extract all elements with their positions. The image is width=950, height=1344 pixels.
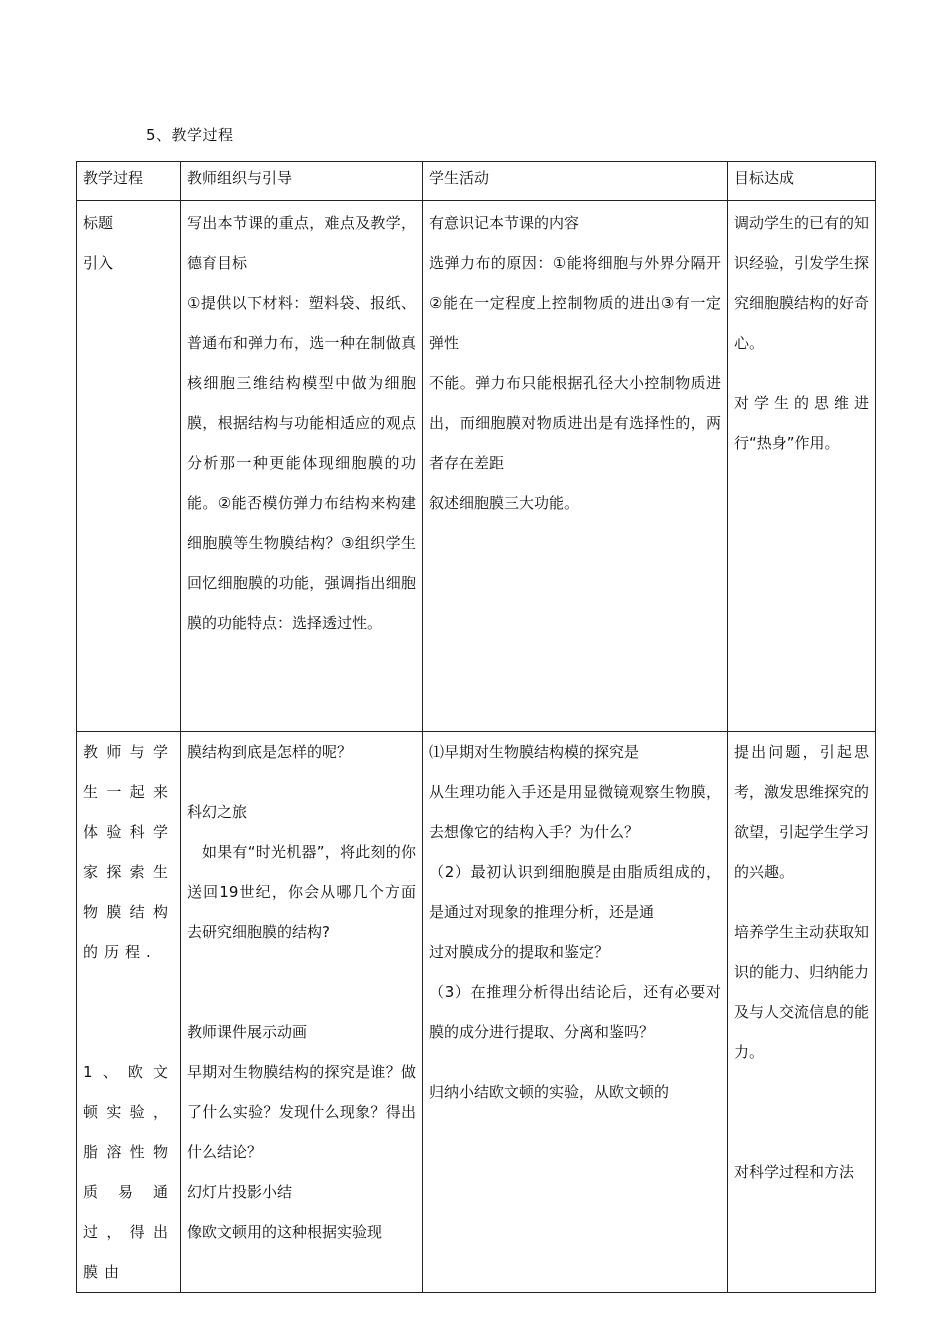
row2-goal-cell	[728, 732, 876, 1293]
row2-student-para: （3）在推理分析得出结论后，还有必要对膜的成分进行提取、分离和鉴吗？	[429, 983, 721, 1041]
header-teacher: 教师组织与引导	[181, 162, 423, 201]
row2-student-para: （2）最初认识到细胞膜是由脂质组成的，是通过对现象的推理分析，还是通	[429, 863, 721, 921]
table-header-row	[77, 162, 876, 201]
header-goal: 目标达成	[728, 162, 876, 201]
section-heading: 5、教学过程	[146, 126, 234, 144]
row2-teacher-para: 教师课件展示动画	[187, 1023, 308, 1041]
row2-teacher-para: 如果有“时光机器”，将此刻的你送回19世纪，你会从哪几个方面去研究细胞膜的结构?	[187, 843, 416, 941]
row2-teacher-para: 幻灯片投影小结	[187, 1183, 293, 1201]
teaching-process-table	[76, 161, 876, 1293]
row1-process-line: 引入	[83, 254, 114, 272]
row1-goal-cell	[728, 201, 876, 732]
row2-goal-para: 培养学生主动获取知识的能力、归纳能力及与人交流信息的能力。	[734, 923, 870, 1061]
row1-goal-para: 对学生的思维进行“热身”作用。	[734, 394, 869, 452]
row2-student-para: 从生理功能入手还是用显微镜观察生物膜，去想像它的结构入手？为什么？	[429, 783, 721, 841]
row1-process-cell	[77, 201, 181, 732]
row2-student-para: 归纳小结欧文顿的实验，从欧文顿的	[429, 1083, 670, 1101]
row2-goal-para: 对科学过程和方法	[734, 1163, 855, 1181]
row2-teacher-para: 膜结构到底是怎样的呢？	[187, 743, 353, 761]
row2-process-para: 教师与学生一起来体验科学家探索生物膜结构的历程.	[83, 743, 174, 961]
row2-teacher-cell	[181, 732, 423, 1293]
row1-teacher-cell	[181, 201, 423, 732]
table-row	[77, 201, 876, 732]
row1-student-para: 有意识记本节课的内容	[429, 214, 580, 232]
row1-student-cell	[423, 201, 728, 732]
row2-process-cell	[77, 732, 181, 1293]
row1-goal-para: 调动学生的已有的知识经验，引发学生探究细胞膜结构的好奇心。	[734, 214, 870, 352]
row2-teacher-para: 像欧文顿用的这种根据实验现	[187, 1223, 383, 1241]
table-row	[77, 732, 876, 1293]
row2-teacher-para: 科幻之旅	[187, 803, 248, 821]
row1-teacher-para: ①提供以下材料：塑料袋、报纸、普通布和弹力布，选一种在制做真核细胞三维结构模型中做为细胞膜，根据结构与功能相适应的观点分析那一种更能体现细胞膜的功能。②能否模仿弹力布结构来构建细胞膜等生物膜结构？③组织学生回忆细胞膜的功能，强调指出细胞膜的功能特点：选择透过性。	[187, 294, 416, 632]
row1-student-para: 选弹力布的原因：①能将细胞与外界分隔开②能在一定程度上控制物质的进出③有一定弹性	[429, 254, 721, 352]
header-student: 学生活动	[423, 162, 728, 201]
row1-student-para: 不能。弹力布只能根据孔径大小控制物质进出，而细胞膜对物质进出是有选择性的，两者存在差距	[429, 374, 721, 472]
row2-student-cell	[423, 732, 728, 1293]
row2-teacher-para: 早期对生物膜结构的探究是谁？做了什么实验？发现什么现象？得出什么结论？	[187, 1063, 416, 1161]
row2-student-para: ⑴早期对生物膜结构模的探究是	[429, 743, 640, 761]
row2-student-para: 过对膜成分的提取和鉴定？	[429, 943, 610, 961]
row1-student-para: 叙述细胞膜三大功能。	[429, 494, 580, 512]
header-process: 教学过程	[77, 162, 181, 201]
row2-process-para: 1、欧文顿实验，脂溶性物质易通过，得出膜由	[83, 1063, 174, 1281]
row2-goal-para: 提出问题，引起思考，激发思维探究的欲望，引起学生学习的兴趣。	[734, 743, 870, 881]
row1-teacher-para: 写出本节课的重点，难点及教学，德育目标	[187, 214, 416, 272]
row1-process-line: 标题	[83, 214, 114, 232]
